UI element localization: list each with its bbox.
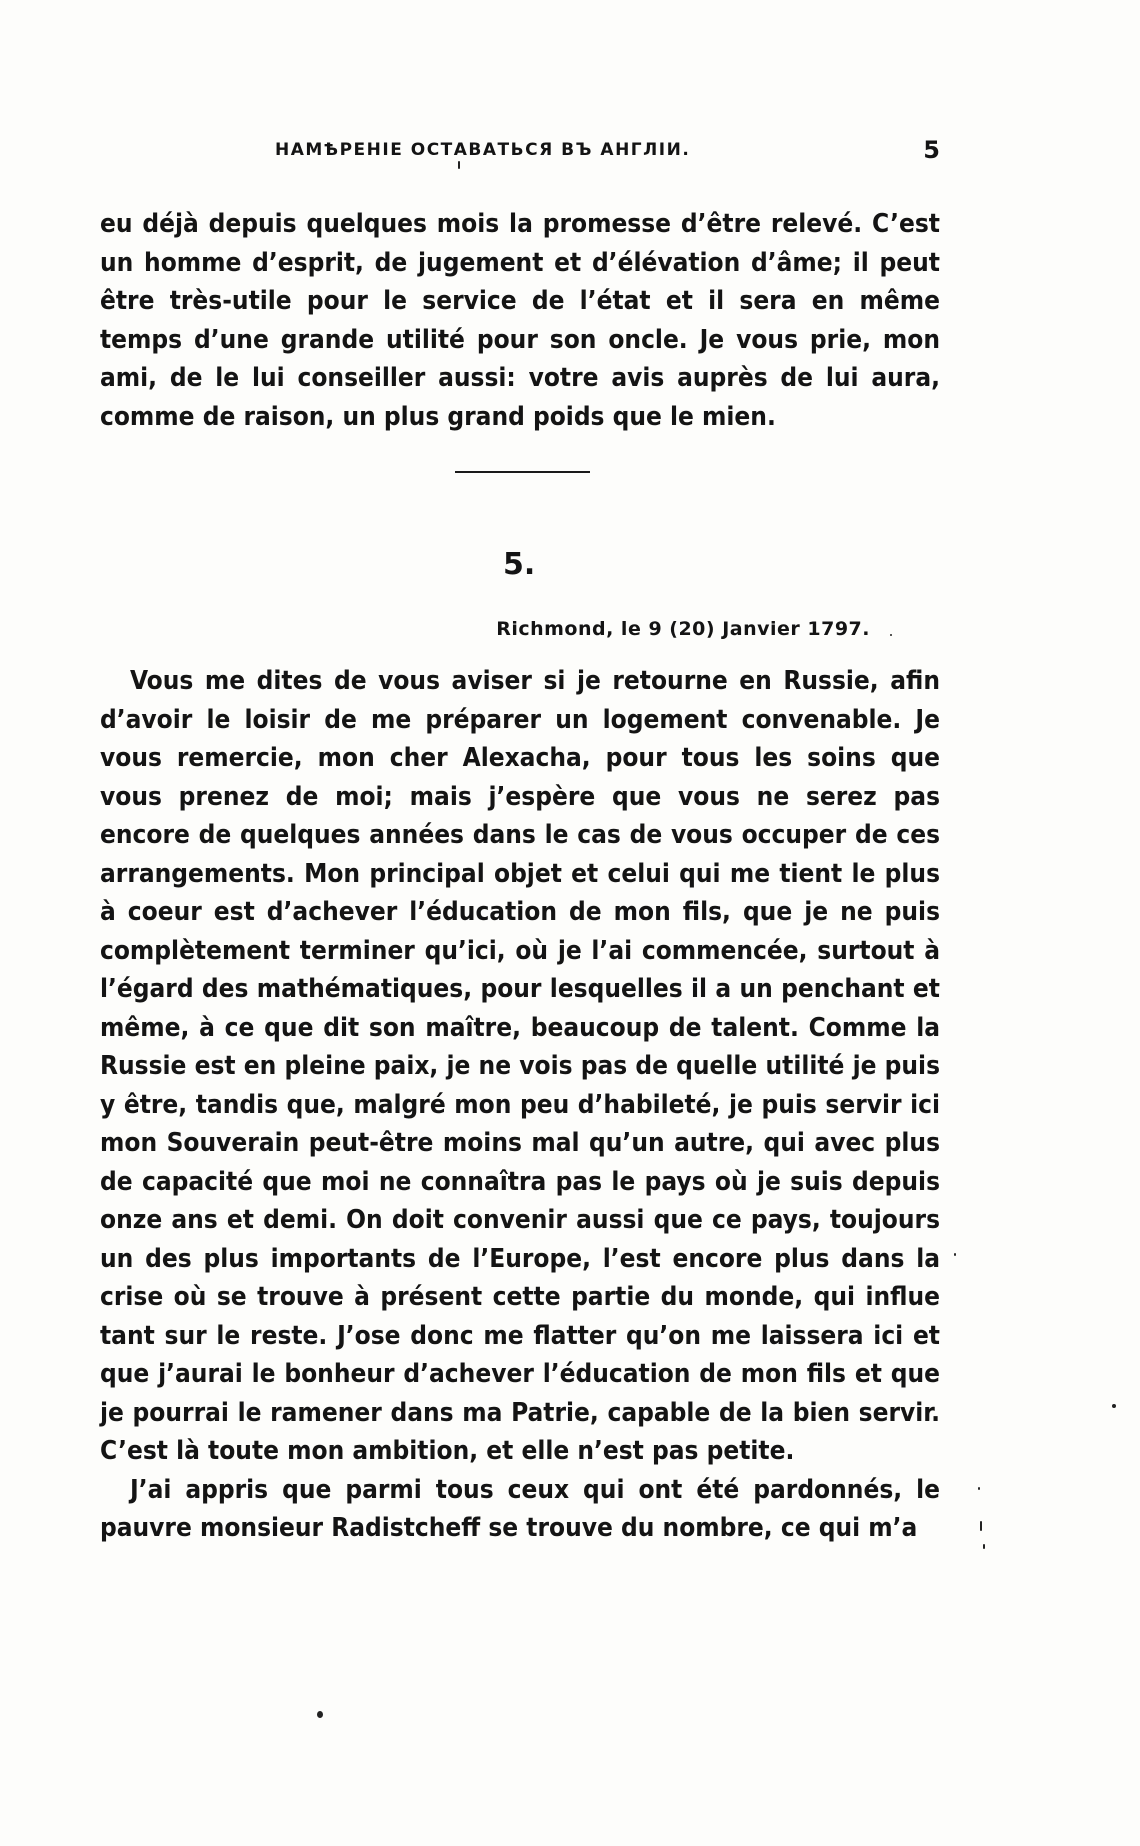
scan-speck	[978, 1487, 980, 1490]
scan-speck	[1112, 1404, 1116, 1408]
section-separator	[455, 471, 590, 473]
page-header	[100, 136, 940, 170]
paragraph: Vous me dites de vous aviser si je retourne en Russie, afin d’avoir le loisir de me préparer un logement convenable. Je vous remercie, mon cher Alexacha, pour tous les soins que vous prenez de moi; mais j’espère que vous ne serez pas encore de quelques années dans le cas de vous occuper de ces arrangements. Mon principal objet et celui qui me tient le plus à coeur est d’achever l’éducation de mon fils, que je ne puis complètement terminer qu’ici, où je l’ai commencée, surtout à l’égard des mathématiques, pour lesquelles il a un penchant et même, à ce que dit son maître, beaucoup de talent. Comme la Russie est en pleine paix, je ne vois pas de quelle utilité je puis y être, tandis que, malgré mon peu d’habileté, je puis servir ici mon Souverain peut-être moins mal qu’un autre, qui avec plus de capacité que moi ne connaîtra pas le pays où je suis depuis onze ans et demi. On doit convenir aussi que ce pays, toujours un des plus importants de l’Europe, l’est encore plus dans la crise où se trouve à présent cette partie du monde, qui influe tant sur le reste. J’ose donc me flatter qu’on me laissera ici et que j’aurai le bonheur d’achever l’éducation de mon fils et que je pourrai le ramener dans ma Patrie, capable de la bien servir. C’est là toute mon ambition, et elle n’est pas petite.	[100, 666, 940, 1466]
running-title: НАМѢРЕНІЕ ОСТАВАТЬСЯ ВЪ АНГЛІИ.	[275, 140, 691, 160]
scan-speck	[954, 1253, 956, 1256]
letter-4-continuation	[100, 205, 940, 436]
scan-speck	[980, 1521, 982, 1531]
paragraph: eu déjà depuis quelques mois la promesse d’être relevé. C’est un homme d’esprit, de jugement et d’élévation d’âme; il peut être très-utile pour le service de l’état et il sera en même temps d’une grande utilité pour son oncle. Je vous prie, mon ami, de le lui conseiller aussi: votre avis auprès de lui aura, comme de raison, un plus grand poids que le mien.	[100, 209, 940, 432]
scan-speck	[458, 161, 460, 169]
scan-speck	[317, 1711, 323, 1718]
scan-speck	[890, 634, 892, 636]
letter-5-body	[100, 662, 940, 1548]
paragraph: J’ai appris que parmi tous ceux qui ont été pardonnés, le pauvre monsieur Radistcheff se trouve du nombre, ce qui m’a	[100, 1474, 940, 1543]
scan-speck	[983, 1544, 985, 1549]
letter-number: 5.	[503, 547, 536, 582]
letter-dateline: Richmond, le 9 (20) Janvier 1797.	[496, 618, 870, 640]
page-number: 5	[923, 136, 940, 164]
